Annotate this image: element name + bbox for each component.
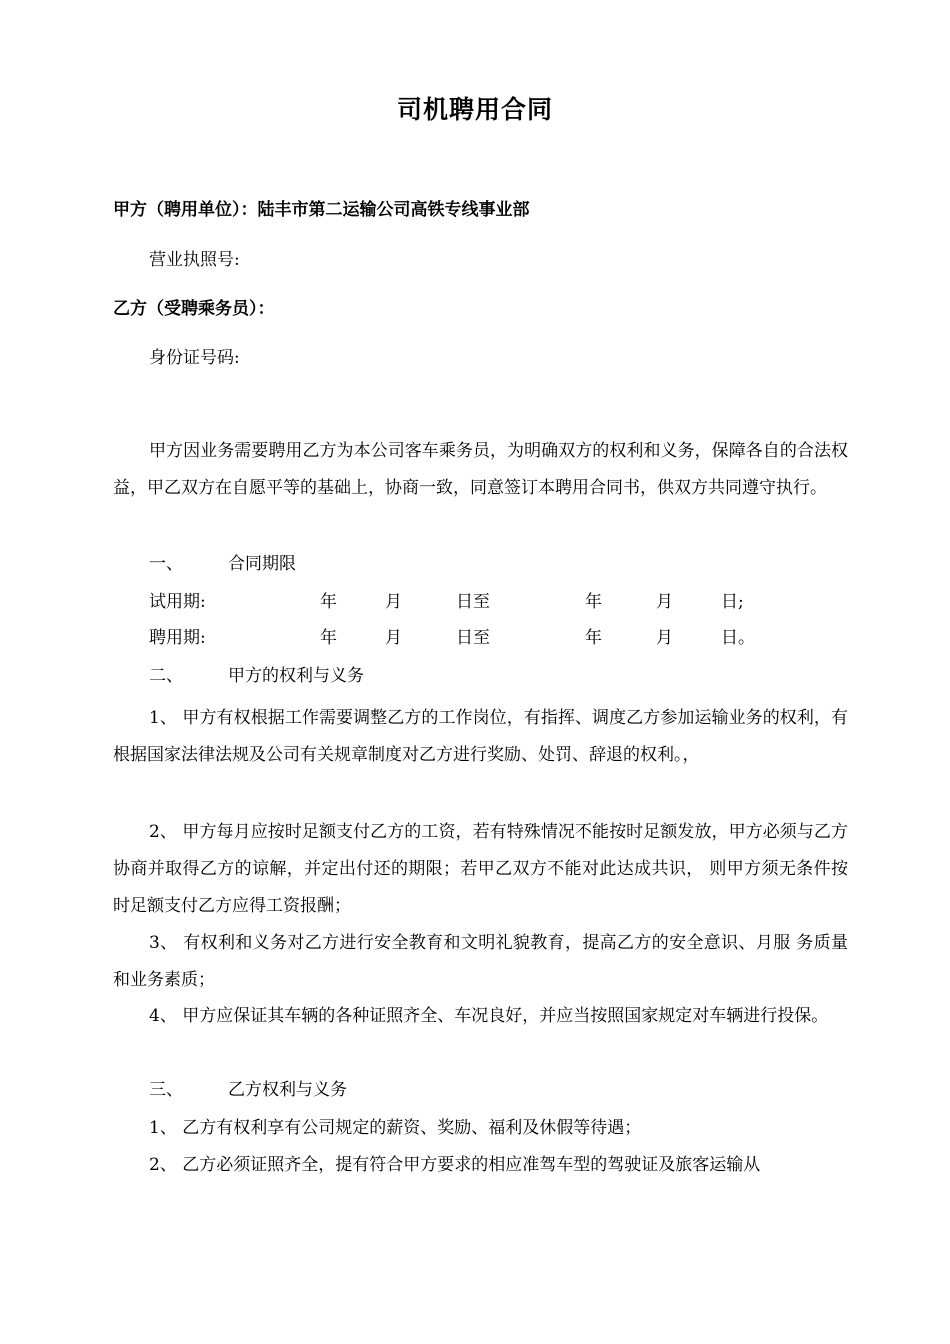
party-a-item-2: 2、 甲方每月应按时足额支付乙方的工资，若有特殊情况不能按时足额发放，甲方必须与乙方协商并取得乙方的谅解，并定出付还的期限；若甲乙双方不能对此达成共识， 则甲方须无条件按时足额支付乙方应得工资报酬；	[113, 822, 848, 916]
business-license-field: 营业执照号:	[149, 250, 240, 270]
probation-year-end: 年	[585, 592, 602, 612]
section-1-title: 合同期限	[228, 554, 296, 574]
intro-paragraph: 甲方因业务需要聘用乙方为本公司客车乘务员，为明确双方的权利和义务，保障各自的合法权益，甲乙双方在自愿平等的基础上，协商一致，同意签订本聘用合同书，供双方共同遵守执行。	[113, 441, 848, 498]
employment-year-end: 年	[585, 628, 602, 648]
section-1-number: 一、	[149, 554, 183, 574]
party-b-item-2: 2、 乙方必须证照齐全，提有符合甲方要求的相应准驾车型的驾驶证及旅客运输从	[149, 1155, 761, 1175]
section-3-title: 乙方权利与义务	[228, 1080, 347, 1100]
id-number-field: 身份证号码:	[149, 348, 240, 368]
probation-day-end: 日;	[721, 592, 744, 612]
section-3-number: 三、	[149, 1080, 183, 1100]
party-a-item-4: 4、 甲方应保证其车辆的各种证照齐全、车况良好，并应当按照国家规定对车辆进行投保。	[149, 1006, 829, 1026]
probation-month-start: 月	[385, 592, 402, 612]
probation-day-to: 日至	[456, 592, 490, 612]
probation-label: 试用期:	[149, 592, 206, 612]
page-title: 司机聘用合同	[396, 95, 553, 124]
probation-month-end: 月	[656, 592, 673, 612]
probation-year-start: 年	[320, 592, 337, 612]
party-b-line: 乙方（受聘乘务员）：	[113, 299, 275, 319]
employment-day-to: 日至	[456, 628, 490, 648]
party-a-item-1: 1、 甲方有权根据工作需要调整乙方的工作岗位，有指挥、调度乙方参加运输业务的权利，有根据国家法律法规及公司有关规章制度对乙方进行奖励、处罚、辞退的权利。，	[113, 708, 848, 765]
section-2-number: 二、	[149, 666, 183, 686]
employment-day-end: 日。	[721, 628, 755, 648]
employment-year-start: 年	[320, 628, 337, 648]
party-a-line: 甲方（聘用单位）：陆丰市第二运输公司高铁专线事业部	[113, 200, 530, 220]
employment-month-end: 月	[656, 628, 673, 648]
employment-label: 聘用期:	[149, 628, 206, 648]
section-2-title: 甲方的权利与义务	[228, 666, 364, 686]
party-a-item-3: 3、 有权利和义务对乙方进行安全教育和文明礼貌教育，提高乙方的安全意识、月服 务质量和业务素质；	[113, 933, 848, 990]
party-b-item-1: 1、 乙方有权利享有公司规定的薪资、奖励、福利及休假等待遇；	[149, 1118, 642, 1138]
employment-month-start: 月	[385, 628, 402, 648]
